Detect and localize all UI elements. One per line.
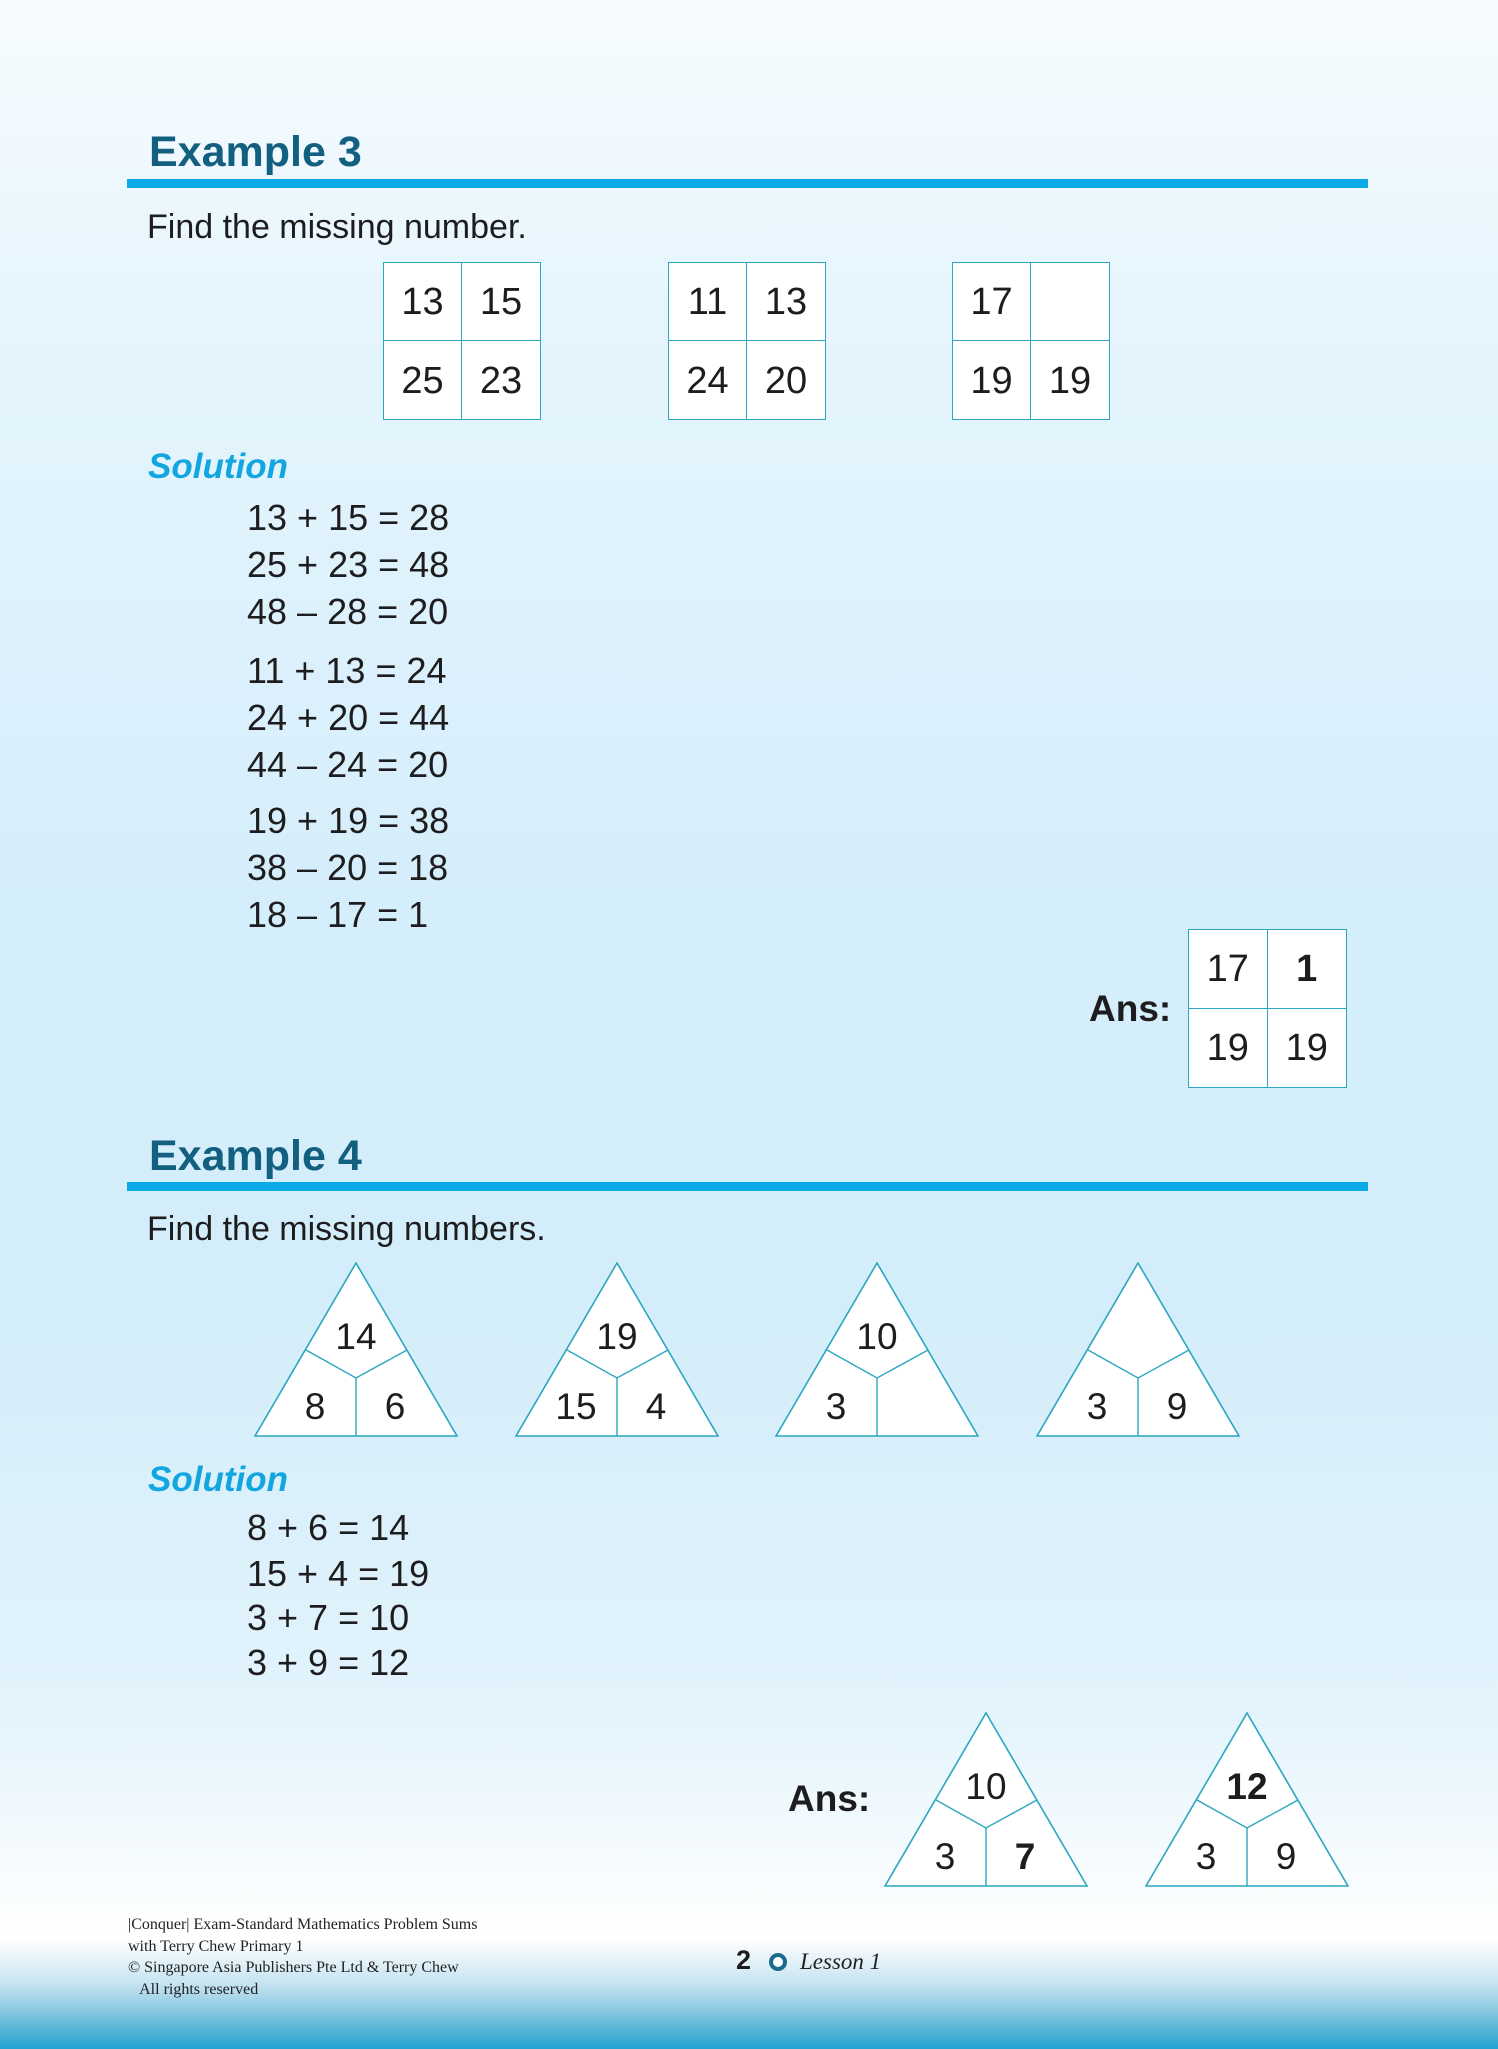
answer-triangle-2 — [1145, 1712, 1349, 1888]
footer-line: © Singapore Asia Publishers Pte Ltd & Terry Chew — [128, 1959, 459, 1976]
triangle-right-value: 4 — [645, 1386, 667, 1427]
grid-cell: 13 — [747, 263, 825, 341]
number-grid-2 — [668, 262, 826, 420]
solution-step: 19 + 19 = 38 — [247, 800, 450, 841]
triangle-left-value: 3 — [934, 1836, 956, 1877]
triangle-top-value: 10 — [856, 1316, 898, 1357]
triangle-left-value: 15 — [555, 1386, 597, 1427]
footer-line: |Conquer| Exam-Standard Mathematics Problem Sums — [128, 1916, 478, 1933]
grid-cell: 19 — [1189, 1009, 1268, 1088]
grid-cell: 11 — [669, 263, 747, 341]
page-number: 2 — [736, 1945, 752, 1975]
bullet-ring-icon — [769, 1953, 787, 1971]
lesson-label: Lesson 1 — [800, 1949, 882, 1974]
grid-cell-answer: 1 — [1268, 930, 1347, 1009]
solution-step: 25 + 23 = 48 — [247, 544, 450, 585]
solution-step: 44 – 24 = 20 — [247, 744, 449, 785]
triangle-right-value: 6 — [384, 1386, 406, 1427]
footer-line: with Terry Chew Primary 1 — [128, 1937, 304, 1955]
example-4-answer-label: Ans: — [788, 1778, 871, 1819]
solution-step: 15 + 4 = 19 — [247, 1553, 430, 1594]
number-triangle-1 — [254, 1262, 458, 1438]
number-grid-1 — [383, 262, 541, 420]
footer-line: All rights reserved — [128, 1980, 259, 1998]
solution-step: 38 – 20 = 18 — [247, 847, 449, 888]
solution-step: 3 + 7 = 10 — [247, 1597, 410, 1638]
grid-cell: 19 — [1048, 359, 1092, 402]
triangle-left-value: 8 — [304, 1386, 326, 1427]
solution-step: 18 – 17 = 1 — [247, 894, 429, 935]
example-3-divider — [127, 179, 1368, 188]
triangle-top-value: 14 — [335, 1316, 377, 1357]
grid-cell: 17 — [953, 263, 1031, 341]
solution-step: 11 + 13 = 24 — [247, 650, 447, 691]
triangle-top-value: 10 — [965, 1766, 1007, 1807]
grid-cell: 17 — [1189, 930, 1268, 1009]
triangle-left-value: 3 — [1086, 1386, 1108, 1427]
example-4-solution-label: Solution — [148, 1460, 288, 1499]
triangle-top-value: 19 — [596, 1316, 638, 1357]
answer-triangle-1 — [884, 1712, 1088, 1888]
solution-step: 24 + 20 = 44 — [247, 697, 450, 738]
grid-cell: 19 — [1285, 1027, 1328, 1070]
triangle-top-value-answer: 12 — [1226, 1766, 1268, 1807]
number-triangle-2 — [515, 1262, 719, 1438]
solution-step: 8 + 6 = 14 — [247, 1507, 410, 1548]
example-3-heading: Example 3 — [149, 128, 362, 176]
example-4-divider — [127, 1182, 1368, 1191]
example-3-prompt: Find the missing number. — [147, 208, 527, 246]
grid-cell: 19 — [953, 341, 1031, 419]
example-3-answer-label: Ans: — [1089, 988, 1172, 1029]
triangle-left-value: 3 — [1195, 1836, 1217, 1877]
grid-cell-missing — [1031, 263, 1109, 341]
number-triangle-4 — [1036, 1262, 1240, 1438]
number-triangle-3 — [775, 1262, 979, 1438]
solution-step: 3 + 9 = 12 — [247, 1642, 410, 1683]
example-4-prompt: Find the missing numbers. — [147, 1210, 546, 1248]
grid-cell: 13 — [384, 263, 462, 341]
triangle-left-value: 3 — [825, 1386, 847, 1427]
example-4-heading: Example 4 — [149, 1132, 362, 1180]
triangle-right-value-answer: 7 — [1014, 1836, 1036, 1877]
grid-cell: 25 — [384, 341, 462, 419]
footer-book-info — [128, 1914, 477, 2000]
example-3-solution-label: Solution — [148, 447, 288, 486]
triangle-right-value: 9 — [1275, 1836, 1297, 1877]
solution-step: 13 + 15 = 28 — [247, 497, 450, 538]
triangle-right-value: 9 — [1166, 1386, 1188, 1427]
number-grid-3 — [952, 262, 1110, 420]
grid-cell: 23 — [479, 359, 523, 402]
grid-cell: 24 — [669, 341, 747, 419]
solution-step: 48 – 28 = 20 — [247, 591, 449, 632]
grid-cell: 20 — [764, 359, 808, 402]
grid-cell: 15 — [462, 263, 540, 341]
example-3-answer-grid — [1188, 929, 1347, 1088]
